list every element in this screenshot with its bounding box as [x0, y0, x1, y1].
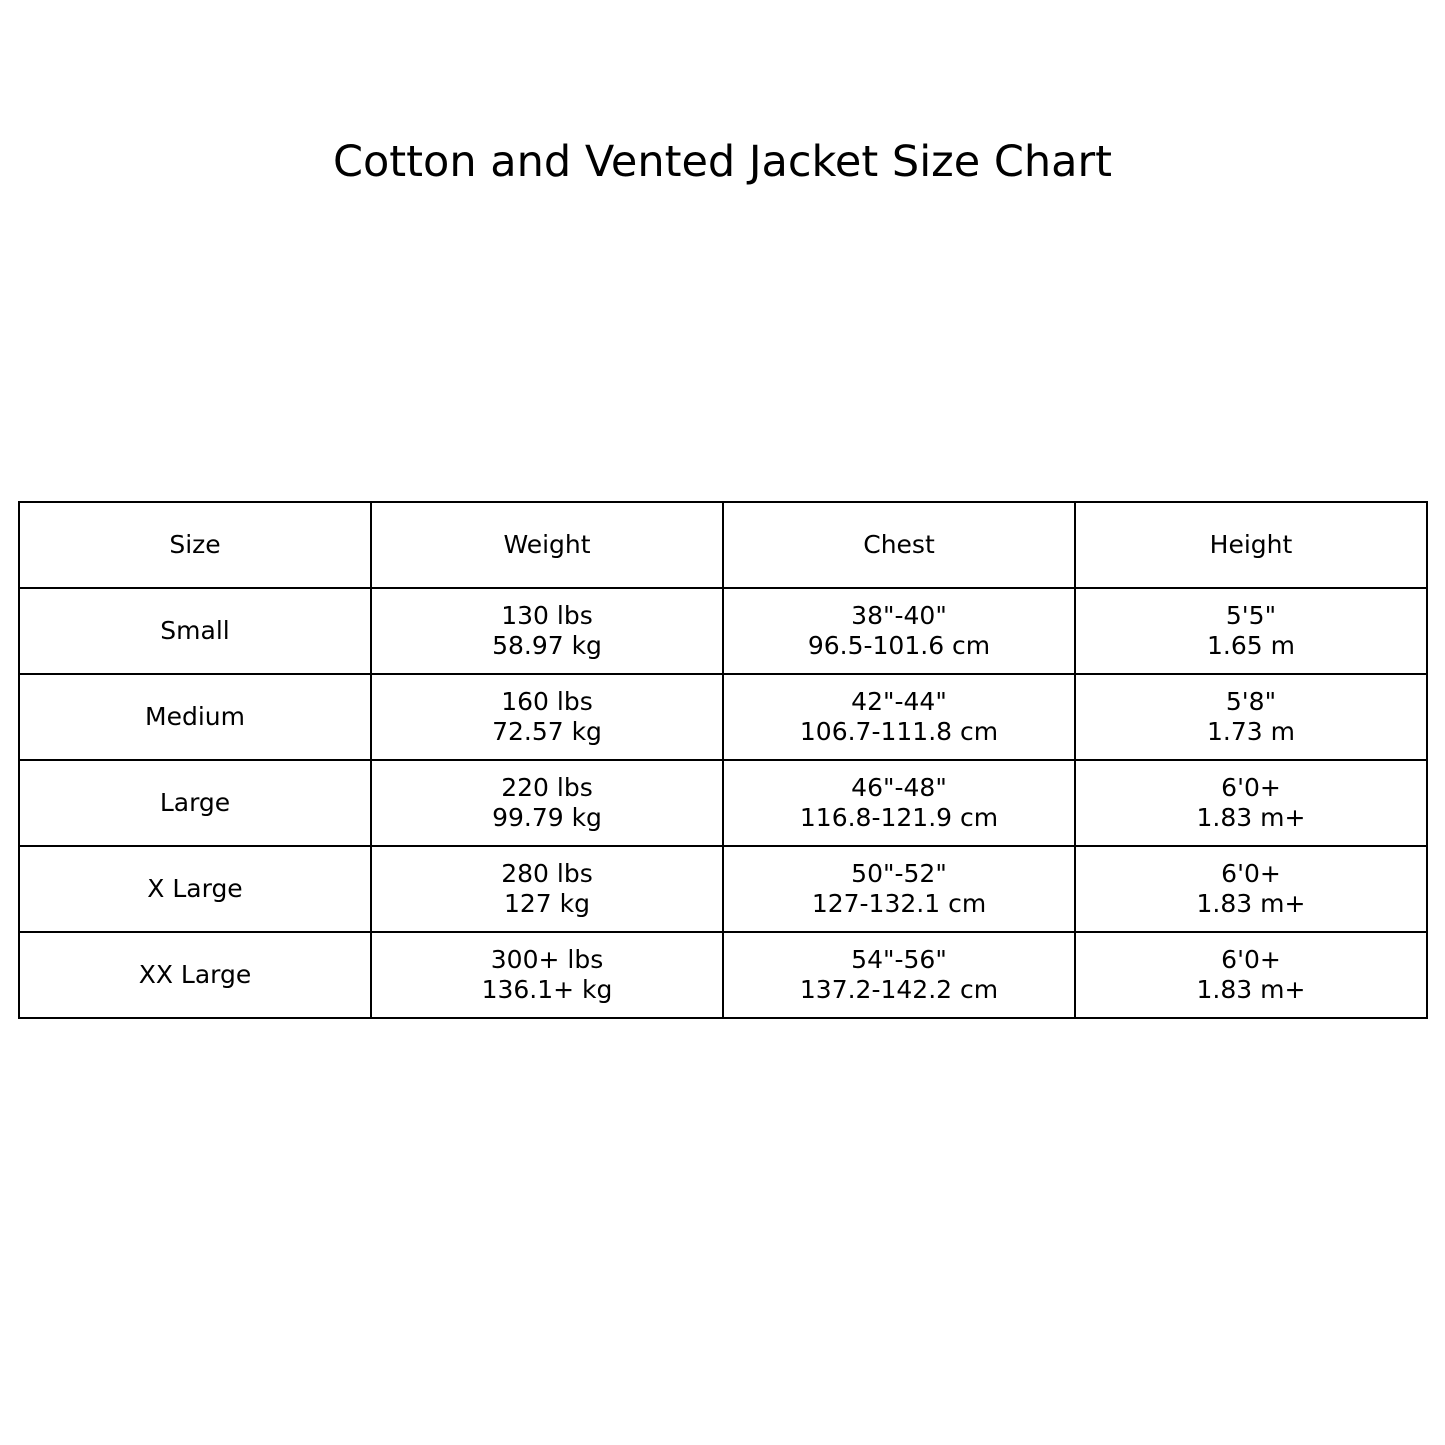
size-chart-table — [18, 501, 1428, 1019]
chest-inches: 50"-52" — [851, 859, 947, 888]
table-row — [19, 588, 1427, 674]
cell-weight — [371, 932, 723, 1018]
cell-size: X Large — [19, 846, 371, 932]
height-meters: 1.83 m+ — [1196, 889, 1306, 918]
height-feet: 6'0+ — [1221, 945, 1281, 974]
height-meters: 1.83 m+ — [1196, 975, 1306, 1004]
cell-size: Large — [19, 760, 371, 846]
height-feet: 6'0+ — [1221, 859, 1281, 888]
table-row — [19, 674, 1427, 760]
weight-lbs: 300+ lbs — [490, 945, 604, 974]
chest-cm: 127-132.1 cm — [811, 889, 987, 918]
chest-inches: 42"-44" — [851, 687, 947, 716]
weight-lbs: 160 lbs — [501, 687, 593, 716]
table-row — [19, 846, 1427, 932]
cell-chest — [723, 674, 1075, 760]
height-feet: 5'5" — [1225, 601, 1277, 630]
chart-title: Cotton and Vented Jacket Size Chart — [332, 137, 1113, 187]
cell-size: Small — [19, 588, 371, 674]
height-feet: 6'0+ — [1221, 773, 1281, 802]
height-meters: 1.73 m — [1207, 717, 1295, 746]
weight-lbs: 130 lbs — [501, 601, 593, 630]
header-chest: Chest — [723, 502, 1075, 588]
chest-cm: 116.8-121.9 cm — [799, 803, 999, 832]
weight-kg: 136.1+ kg — [481, 975, 613, 1004]
cell-size: Medium — [19, 674, 371, 760]
cell-weight — [371, 674, 723, 760]
chest-cm: 96.5-101.6 cm — [807, 631, 991, 660]
cell-weight — [371, 760, 723, 846]
header-size: Size — [19, 502, 371, 588]
cell-height — [1075, 932, 1427, 1018]
table-row — [19, 760, 1427, 846]
cell-size: XX Large — [19, 932, 371, 1018]
weight-kg: 127 kg — [503, 889, 590, 918]
weight-kg: 99.79 kg — [492, 803, 602, 832]
height-meters: 1.65 m — [1207, 631, 1295, 660]
chest-inches: 38"-40" — [851, 601, 947, 630]
weight-lbs: 220 lbs — [501, 773, 593, 802]
cell-weight — [371, 588, 723, 674]
cell-weight — [371, 846, 723, 932]
cell-chest — [723, 932, 1075, 1018]
weight-kg: 58.97 kg — [492, 631, 602, 660]
cell-height — [1075, 760, 1427, 846]
chest-cm: 137.2-142.2 cm — [799, 975, 999, 1004]
header-height: Height — [1075, 502, 1427, 588]
chest-cm: 106.7-111.8 cm — [799, 717, 999, 746]
weight-kg: 72.57 kg — [492, 717, 602, 746]
cell-chest — [723, 588, 1075, 674]
weight-lbs: 280 lbs — [501, 859, 593, 888]
header-weight: Weight — [371, 502, 723, 588]
cell-height — [1075, 846, 1427, 932]
chest-inches: 54"-56" — [851, 945, 947, 974]
cell-height — [1075, 588, 1427, 674]
table-row — [19, 932, 1427, 1018]
height-meters: 1.83 m+ — [1196, 803, 1306, 832]
cell-height — [1075, 674, 1427, 760]
chest-inches: 46"-48" — [851, 773, 947, 802]
height-feet: 5'8" — [1225, 687, 1277, 716]
cell-chest — [723, 760, 1075, 846]
table-header-row — [19, 502, 1427, 588]
cell-chest — [723, 846, 1075, 932]
